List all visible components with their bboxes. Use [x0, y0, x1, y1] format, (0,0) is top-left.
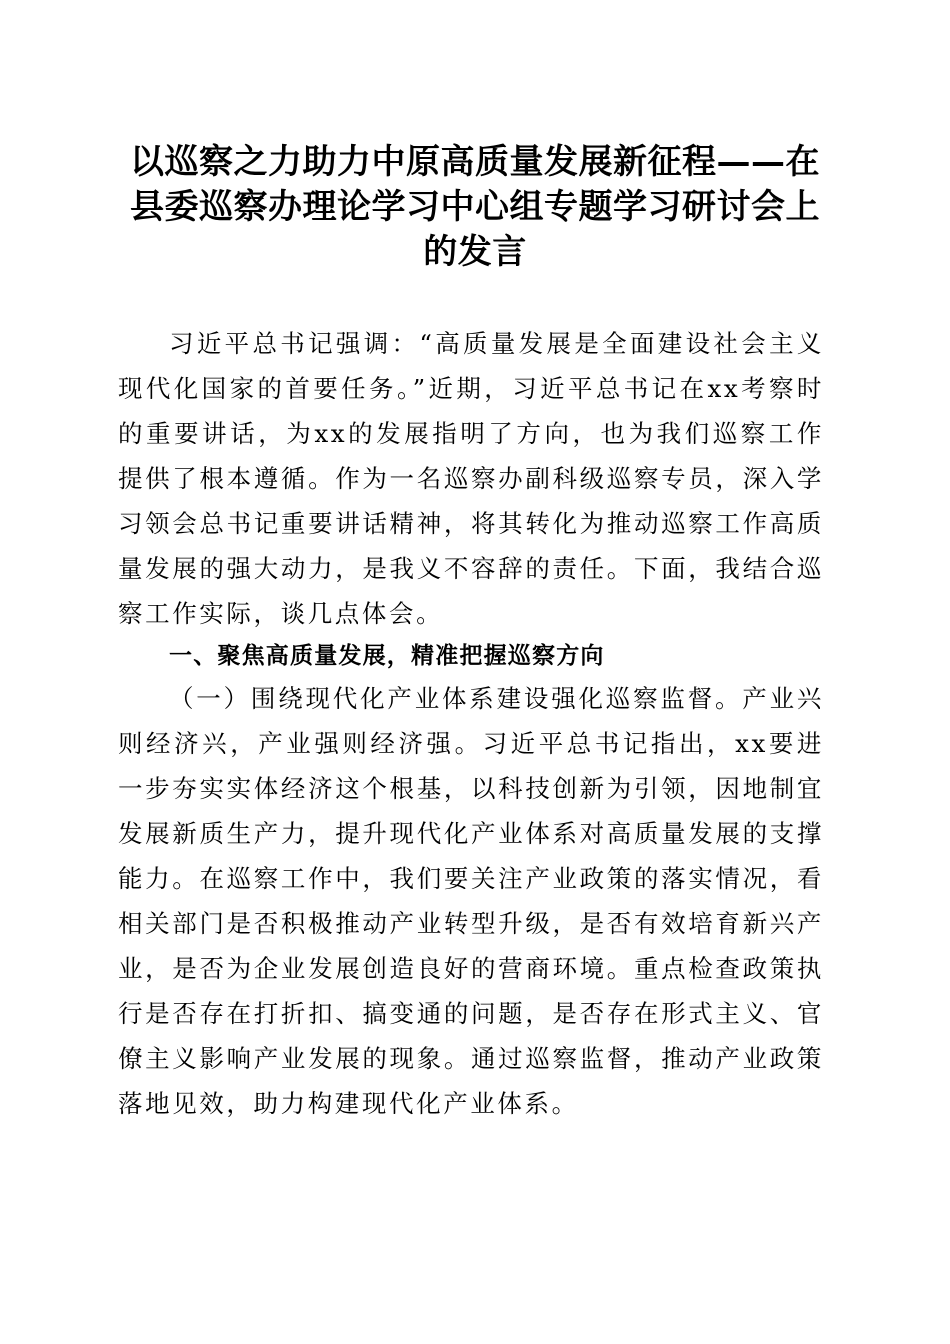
intro-paragraph: 习近平总书记强调：“高质量发展是全面建设社会主义现代化国家的首要任务。”近期，习近平总书记在xx考察时的重要讲话，为xx的发展指明了方向，也为我们巡察工作提供了根本遵循。作为一名巡察办副科级巡察专员，深入学习领会总书记重要讲话精神，将其转化为推动巡察工作高质量发展的强大动力，是我义不容辞的责任。下面，我结合巡察工作实际，谈几点体会。 [118, 329, 824, 628]
document-title: 以巡察之力助力中原高质量发展新征程——在县委巡察办理论学习中心组专题学习研讨会上的发言 [130, 142, 820, 272]
section-heading: 一、聚焦高质量发展，精准把握巡察方向 [169, 643, 605, 669]
section-paragraph: （一）围绕现代化产业体系建设强化巡察监督。产业兴则经济兴，产业强则经济强。习近平总书记指出，xx要进一步夯实实体经济这个根基，以科技创新为引领，因地制宜发展新质生产力，提升现代化产业体系对高质量发展的支撑能力。在巡察工作中，我们要关注产业政策的落实情况，看相关部门是否积极推动产业转型升级，是否有效培育新兴产业，是否为企业发展创造良好的营商环境。重点检查政策执行是否存在打折扣、搞变通的问题，是否存在形式主义、官僚主义影响产业发展的现象。通过巡察监督，推动产业政策落地见效，助力构建现代化产业体系。 [118, 684, 824, 1118]
